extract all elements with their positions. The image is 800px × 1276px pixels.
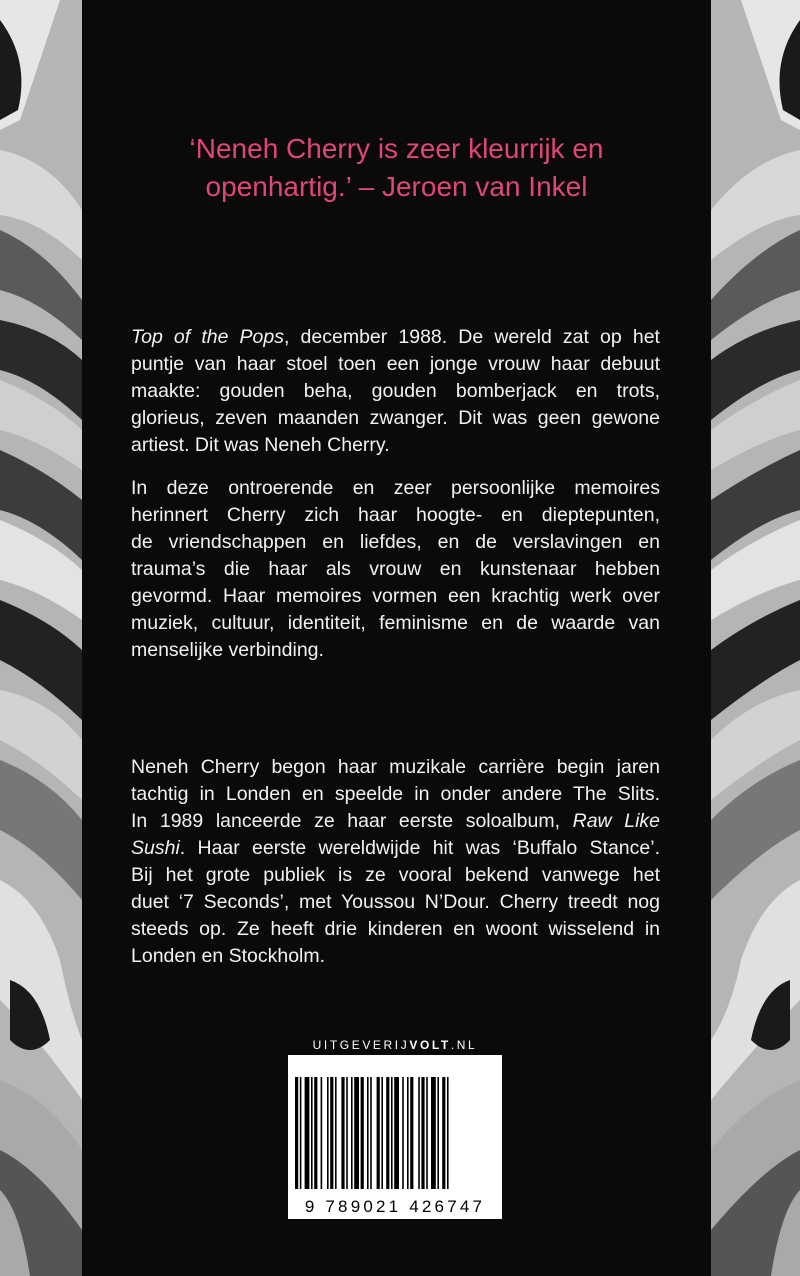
show-title: Top of the Pops	[131, 326, 284, 348]
summary-line: In deze ontroerende en zeer persoonlijke memoires	[131, 477, 660, 499]
barcode-bar	[418, 1077, 420, 1189]
face-paint-pattern-right	[711, 0, 800, 1276]
barcode-bar	[421, 1077, 424, 1189]
bio-line: tachtig in Londen en speelde in onder andere The Slits.	[131, 783, 660, 805]
left-artwork-strip	[0, 0, 82, 1276]
bio-line: duet ‘7 Seconds’, met Youssou N’Dour. Cherry treedt nog	[131, 891, 660, 913]
barcode-bar	[330, 1077, 333, 1189]
barcode-bar	[447, 1077, 449, 1189]
publisher-url: UITGEVERIJVOLT.NL	[312, 1038, 478, 1052]
barcode-bar	[361, 1077, 364, 1189]
barcode-bar	[300, 1077, 302, 1189]
barcode-bar	[391, 1077, 393, 1189]
barcode-bars	[293, 1077, 497, 1189]
barcode-bar	[437, 1077, 439, 1189]
barcode-bar	[305, 1077, 310, 1189]
summary-line: de vriendschappen en liefdes, en de verslavingen en	[131, 531, 660, 553]
summary-paragraph	[131, 475, 660, 664]
barcode-bar	[394, 1077, 399, 1189]
barcode-bar	[410, 1077, 413, 1189]
barcode-bar	[386, 1077, 389, 1189]
summary-line: menselijke verbinding.	[131, 639, 324, 661]
summary-line: herinnert Cherry zich haar hoogte- en dieptepunten,	[131, 504, 660, 526]
barcode-bar	[354, 1077, 359, 1189]
summary-line: gevormd. Haar memoires vormen een krachtig werk over	[131, 585, 660, 607]
intro-paragraph: Top of the Pops, december 1988. De wereld zat op het puntje van haar stoel toen een jonge vrouw haar debuut maakte: gouden beha, gouden bomberjack en trots, glorieus, zeven maanden zwanger. Dit was geen gewone artiest. Dit was Neneh Cherry.	[131, 324, 660, 459]
barcode-bar	[341, 1077, 344, 1189]
barcode-bar	[314, 1077, 317, 1189]
barcode-bar	[370, 1077, 372, 1189]
quote-line-2: openhartig.’ – Jeroen van Inkel	[205, 171, 588, 202]
barcode-block	[288, 1035, 502, 1219]
barcode-bar	[381, 1077, 383, 1189]
barcode-bar	[431, 1077, 436, 1189]
summary-line: trauma’s die haar als vrouw en kunstenaar hebben	[131, 558, 660, 580]
bio-line: steeds op. Ze heeft drie kinderen en woont wisselend in	[131, 918, 660, 940]
bio-line: Bij het grote publiek is ze vooral bekend vanwege het	[131, 864, 660, 886]
barcode-bar	[402, 1077, 404, 1189]
face-paint-pattern-left	[0, 0, 82, 1276]
barcode-bar	[311, 1077, 313, 1189]
intro-line: artiest. Dit was Neneh Cherry.	[131, 434, 390, 456]
album-title-cont: Sushi	[131, 837, 180, 859]
album-title: Raw Like	[572, 810, 661, 832]
barcode-bar	[367, 1077, 369, 1189]
back-cover-panel	[82, 0, 711, 1276]
isbn-number: 9 789021 426747	[304, 1197, 486, 1216]
pull-quote	[82, 130, 711, 206]
bio-line: Neneh Cherry begon haar muzikale carrière begin jaren	[131, 756, 660, 778]
barcode-bar	[346, 1077, 348, 1189]
barcode-bar	[327, 1077, 329, 1189]
barcode-bar	[321, 1077, 323, 1189]
barcode-bar	[442, 1077, 445, 1189]
intro-line: puntje van haar stoel toen een jonge vrouw haar debuut	[131, 353, 660, 375]
barcode-bar	[351, 1077, 353, 1189]
right-artwork-strip	[711, 0, 800, 1276]
barcode-bar	[335, 1077, 337, 1189]
barcode-bar	[295, 1077, 298, 1189]
isbn-barcode	[288, 1055, 502, 1219]
summary-line: muziek, cultuur, identiteit, feminisme en de waarde van	[131, 612, 660, 634]
author-bio-paragraph: Neneh Cherry begon haar muzikale carrière begin jaren tachtig in Londen en speelde in onder andere The Slits. In 1989 lanceerde ze haar eerste soloalbum, Raw Like Sushi. Haar eerste wereldwijde hit was ‘Buffalo Stance’. Bij het grote publiek is ze vooral bekend vanwege het duet ‘7 Seconds’, met Youssou N’Dour. Cherry treedt nog steeds op. Ze heeft drie kinderen en woont wisselend in Londen en Stockholm.	[131, 754, 660, 970]
barcode-bar	[377, 1077, 380, 1189]
barcode-bar	[407, 1077, 409, 1189]
barcode-bar	[426, 1077, 428, 1189]
bio-line: Londen en Stockholm.	[131, 945, 326, 967]
quote-line-1: ‘Neneh Cherry is zeer kleurrijk en	[189, 133, 604, 164]
intro-line: maakte: gouden beha, gouden bomberjack en trots,	[131, 380, 660, 402]
intro-line: glorieus, zeven maanden zwanger. Dit was geen gewone	[131, 407, 660, 429]
